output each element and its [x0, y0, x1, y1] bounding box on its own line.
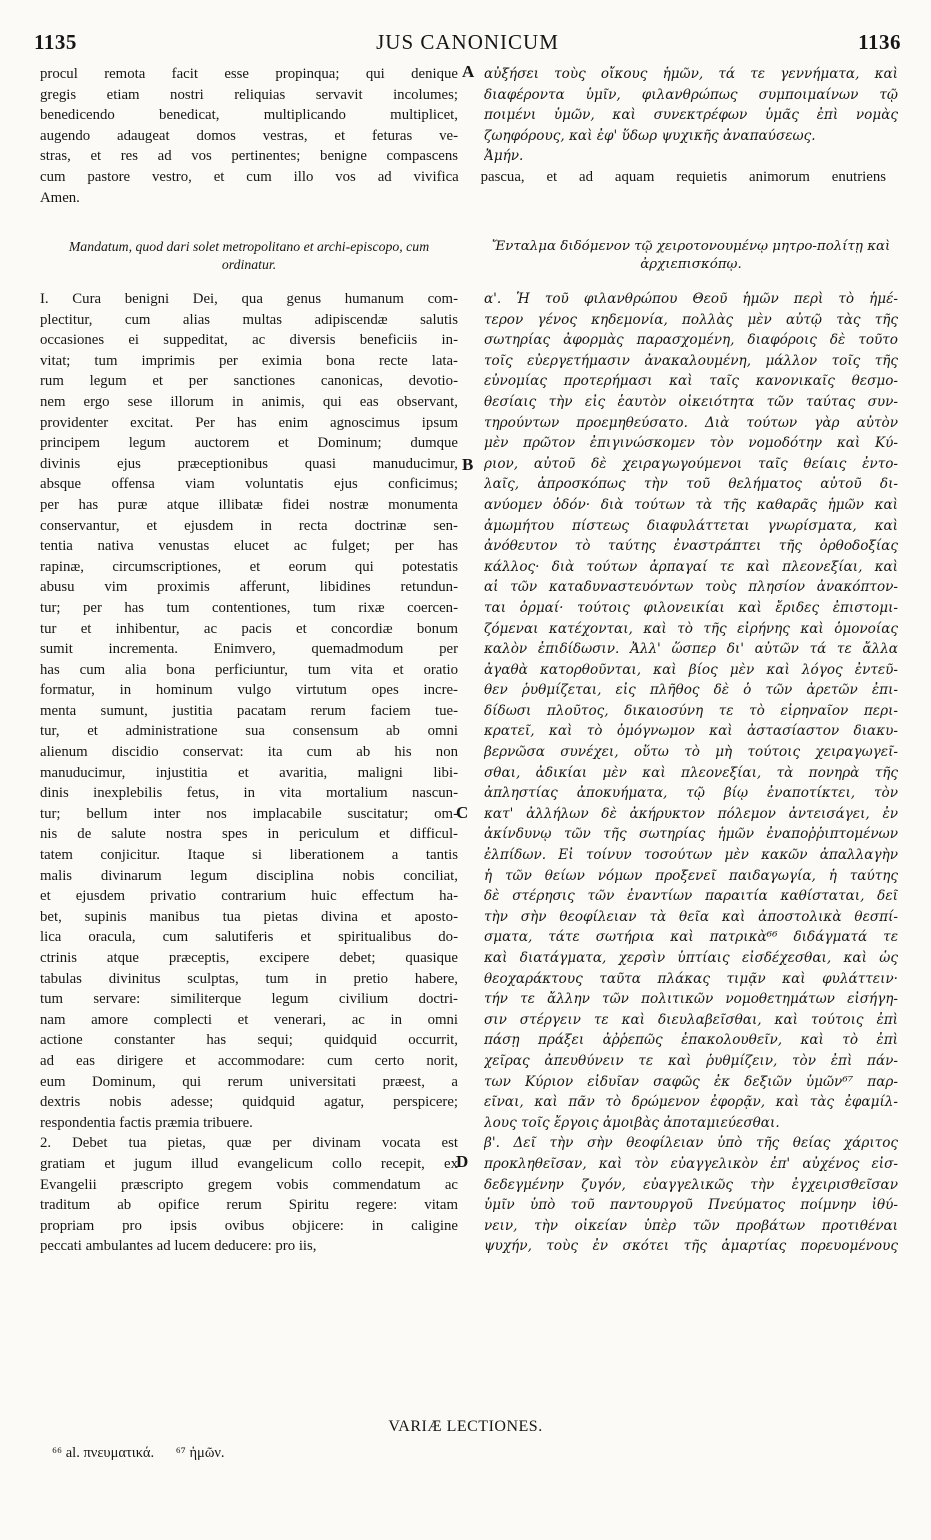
text-line: vitat; tum imprimis per eximia bona recte lata- [40, 352, 458, 369]
text-line: nem ergo sese illorum in animis, qui eas observant, [40, 393, 458, 410]
text-line: ἀμωμήτου πίστεως διαφυλάττεται γνωρίσματα, καὶ [484, 517, 898, 534]
text-line: lica oracula, cum salutiferis et spiritualibus do- [40, 929, 458, 946]
text-line: tentia nativa venustas elucet ac fulget; per has [40, 538, 458, 555]
text-line: respondentia factis præmia tribuere. [40, 1114, 253, 1131]
text-line: tur, et administratione sua consensum ab omni [40, 723, 458, 740]
title-line: πολίτῃ καὶ ἀρχιεπισκόπῳ. [640, 239, 891, 272]
text-line: ποιμένι ὑμῶν, καὶ συνεκτρέφων ὑμᾶς ἐπὶ νομὰς [484, 107, 898, 124]
text-line: σιν στέργειν τε καὶ διευλαβεῖσθαι, καὶ τούτοις ἐπὶ [484, 1011, 898, 1028]
text-line: ται ὁρμαί· τούτοις φιλονεικίαι καὶ ἔριδες ἐπιστομι- [484, 599, 898, 616]
text-line: rapinæ, circumscriptiones, et eorum qui potestatis [40, 558, 458, 575]
text-line: ὑμῖν ὑπὸ τοῦ παντουργοῦ Πνεύματος ποίμνην ἰθύ- [484, 1197, 898, 1214]
text-line: tur; per has tum contentiones, tum rixæ coercen- [40, 599, 458, 616]
text-line: sumit incrementa. Enimvero, quemadmodum per [40, 641, 458, 658]
text-line: procul remota facit esse propinqua; qui denique [40, 66, 458, 82]
text-line: α'. Ἡ τοῦ φιλανθρώπου Θεοῦ ἡμῶν περὶ τὸ ἡμέ- [484, 291, 898, 307]
text-line: θεοχαράκτους ταῦτα πλάκας τιμᾷν καὶ φυλάττειν· [484, 970, 898, 987]
text-line: πάσῃ πράξει ἀῤῥεπῶς ἐπακολουθεῖν, καὶ τὸ ἐπὶ [484, 1032, 898, 1049]
greek-body-column [484, 289, 898, 1257]
text-line: malis divinarum legum disciplina nobis conciliat, [40, 867, 458, 884]
margin-marker-a: A [462, 62, 475, 81]
text-line: menta sumunt, justitia pacatam rerum faciem tue- [40, 702, 458, 719]
text-line: τοῖς εὐεργετήμασιν ἀνακαλουμένη, μάλλον τοῖς τῆς [484, 352, 898, 369]
text-line: augendo adaugeat domos vestras, et feturas ve- [40, 127, 458, 144]
text-line: των Κύριον εἰδυῖαν σαφῶς ἐκ δεξιῶν ὑμῶν⁶⁷ παρ- [484, 1073, 898, 1090]
variant-note-67: ⁶⁷ ἡμῶν. [175, 1445, 225, 1461]
margin-marker-c: C [456, 803, 469, 822]
text-line: ctrinis atque præceptis, excipere debet; quasique [40, 950, 458, 966]
text-line: tur; bellum inter nos implacabile suscitatur; om- [40, 805, 458, 822]
text-line: actione constanter has sequi; quidquid occurrit, [40, 1032, 458, 1049]
text-line: ἀκίνδυνῳ τῶν τῆς σωτηρίας ἡμῶν ἐναποῤῥιπτομένων [484, 826, 898, 843]
text-line: σματα, τάτε σωτήρια καὶ πατρικὰ⁶⁶ διδάγματά τε [484, 929, 898, 946]
text-line: occasiones ei suppeditat, ac diversis beneficiis in- [40, 332, 458, 349]
text-line: dinis inexplebilis fetus, in vita mortalium nascun- [40, 785, 458, 802]
running-title: JUS CANONICUM [376, 30, 559, 54]
text-line: formatur, in hominum vulgo virtutum opes incre- [40, 682, 458, 699]
text-line: stras, et res ad vos pertinentes; benigne compascens [40, 148, 458, 165]
page-header [34, 30, 901, 60]
margin-marker-b: B [462, 455, 474, 474]
text-line: σωτηρίας ἀφορμὰς παρασχομένη, διαφόροις δὲ τοῦτο [484, 332, 898, 349]
text-line: gratiam et jugum illud evangelicum collo recepit, ex [40, 1155, 458, 1172]
text-line: dextris nobis adesse; quidquid agatur, perspicere; [40, 1094, 458, 1111]
text-line: eum Dominum, qui rerum universitati præest, a [40, 1073, 458, 1090]
text-line: bet, supinis manibus tua pietas divina et aposto- [40, 908, 458, 925]
text-line: manuducimur, injustitia et avaritia, maligni libi- [40, 764, 458, 781]
text-line: peccati ambulantes ad lucem deducere: pro iis, [40, 1238, 317, 1255]
text-line: αὐξήσει τοὺς οἴκους ἡμῶν, τά τε γεννήματα, καὶ [484, 66, 898, 82]
text-line: tatem conjicitur. Itaque si liberationem a tantis [40, 847, 458, 864]
top-full-width-text [40, 167, 886, 208]
text-line: ἀπληστίας ἀποκυήματα, τῷ βίῳ ἐναποτίκτει, τὸν [484, 785, 898, 802]
text-line: ἀγαθὰ κατορθοῦνται, καὶ βίος μὲν καὶ λόγος ἐντεῦ- [484, 661, 898, 678]
text-line: μὲν πρῶτον ἐπιγινώσκομεν τὸν νομοδότην καὶ Κύ- [484, 435, 898, 452]
text-line: λαῖς, ἀπροσκόπως τὴν τοῦ θελήματος αὐτοῦ δι- [484, 476, 898, 493]
text-line: λους τοῖς ἔργοις ἀμοιβὰς ἀποταμιεύεσθαι. [484, 1114, 780, 1131]
text-line: I. Cura benigni Dei, qua genus humanum com- [40, 291, 458, 307]
text-line: καὶ διατάγματα, χερσὶν ὑπτίαις εἰσδέχεσθαι, καὶ ὡς [484, 950, 898, 966]
text-line: ἡ τῶν θείων νόμων προξενεῖ παιδαγωγία, ἡ ταύτης [484, 867, 898, 884]
text-line: tum servare: similiterque legum civilium doctri- [40, 991, 458, 1008]
title-line: Mandatum, quod dari solet metropolitano et archi- [68, 239, 351, 254]
text-line: providenter excitat. Per has enim agnoscimus ipsum [40, 414, 458, 431]
text-line: ριον, αὐτοῦ δὲ χειραγωγούμενοι ταῖς θείαις ἐντο- [484, 455, 898, 472]
text-line: plectitur, cum alias multas adipiscendæ salutis [40, 311, 458, 328]
text-line: αἱ τῶν καταδυναστευόντων τοὺς πλησίον ἀνακόπτον- [484, 579, 898, 596]
text-line: δεδεγμένην ζυγόν, εὐαγγελικῶς τὴν ἐγχειρισθεῖσαν [484, 1176, 898, 1193]
left-page-number: 1135 [34, 30, 77, 54]
text-line: per has puræ atque illibatæ fidei nostræ monumenta [40, 496, 458, 513]
latin-body-column [40, 289, 458, 1257]
text-line: benedicendo benedicat, multiplicando multiplicet, [40, 107, 458, 124]
right-page-number: 1136 [858, 30, 901, 54]
text-line: gregis etiam nostri reliquias servavit incolumes; [40, 86, 458, 103]
text-line: alienum discidio conservat: ita cum ab his non [40, 744, 458, 761]
text-line: δίδωσι πλοῦτος, δικαιοσύνη τε τὸ εἰρηναῖον περι- [484, 702, 898, 719]
top-greek-column [484, 64, 898, 167]
text-line: tur et inhibentur, ac pacis et concordiæ bonum [40, 620, 458, 637]
text-line: β'. Δεῖ τὴν σὴν θεοφίλειαν ὑπὸ τῆς θείας χάριτος [484, 1135, 898, 1152]
text-line: διαφέροντα ὑμῖν, φιλανθρώπως συμποιμαίνων τῷ [484, 86, 898, 103]
margin-marker-d: D [456, 1152, 469, 1171]
text-line: cum pastore vestro, et cum illo vos ad vivifica pascua, et ad aquam requietis animorum enutriens [40, 169, 886, 185]
text-line: σθαι, ἀδικίαι μὲν καὶ πλεονεξίαι, τὰ πονηρὰ τῆς [484, 764, 898, 781]
text-line: propriam pro ipsis ovibus objicere: in caligine [40, 1217, 458, 1234]
text-line: καλὸν ἐπιδίδωσιν. Ἀλλ' ὥσπερ δι' αὐτῶν τά τε ἄλλα [484, 641, 898, 658]
variant-readings [52, 1445, 243, 1462]
text-line: κάλλος· διὰ τούτων ἁρπαγαί τε καὶ πλεονεξίαι, καὶ [484, 558, 898, 575]
text-line: ζωηφόρους, καὶ ἐφ' ὕδωρ ψυχικῆς ἀναπαύσεως. [484, 127, 816, 144]
text-line: conservantur, et ejusdem in recta doctrinæ sen- [40, 517, 458, 534]
text-line: ανύομεν ὁδόν· διὰ τούτων τὰ τῆς καθαρᾶς ἡμῶν καὶ [484, 496, 898, 513]
text-line: divinis ejus præceptionibus quasi manuducimur, [40, 455, 458, 472]
section-title-greek [484, 238, 898, 274]
text-line: τὴν σὴν θεοφίλειαν τὰ θεῖα καὶ ἀποστολικὰ θεσπί- [484, 908, 898, 925]
text-line: τηρούντων προεμηθεύσατο. Διὰ τούτων γὰρ αὐτὸν [484, 414, 898, 431]
title-line: episcopo, cum ordinatur. [221, 239, 430, 272]
text-line: Amen. [40, 189, 80, 206]
text-line: Evangelii præscripto gregem vobis commendatum ac [40, 1176, 458, 1193]
title-line: Ἔνταλμα διδόμενον τῷ χειροτονουμένῳ μητρο- [491, 239, 817, 254]
text-line: et ejusdem privatio contrarium huic effectum ha- [40, 888, 458, 905]
text-line: ἀνόθευτον τὸ ταύτης ἐναστράπτει τῆς ὀρθοδοξίας [484, 538, 898, 555]
text-line: εὐνομίας προτερήμασι καὶ ταῖς κανονικαῖς θεσμο- [484, 373, 898, 390]
text-line: εῖναι, καὶ πᾶν τὸ δρώμενον ἐφορᾷν, καὶ τὰς ἐφαμίλ- [484, 1094, 898, 1111]
text-line: traditum ab opifice rerum Spiritu regere: vitam [40, 1197, 458, 1214]
text-line: rum legum et per sanctiones canonicas, devotio- [40, 373, 458, 390]
section-title-latin [40, 238, 458, 274]
text-line: θεν ῥυθμίζεται, εἰς πλῆθος δὲ ὁ τῶν ἀρετῶν ἐπι- [484, 682, 898, 699]
text-line: principem legum auctorem et Dominum; dumque [40, 435, 458, 452]
text-line: ad eas dirigere et accommodare: cum certo norit, [40, 1052, 458, 1069]
text-line: τήν τε ἄλλην τῶν πολιτικῶν νομοθετημάτων εἰσήγη- [484, 991, 898, 1008]
variae-lectiones-heading: VARIÆ LECTIONES. [388, 1418, 543, 1435]
text-line: has cum alia bona perficiuntur, tum vita et oratio [40, 661, 458, 678]
text-line: προκληθεῖσαν, καὶ τὸν εὐαγγελικὸν ἐπ' αὐχένος εἰσ- [484, 1155, 898, 1172]
text-line: χεῖρας ἀπευθύνειν τε καὶ ῥυθμίζειν, τὸν ἐπὶ πάν- [484, 1052, 898, 1069]
text-line: 2. Debet tua pietas, quæ per divinam vocata est [40, 1135, 458, 1152]
text-line: τερον γένος κηδεμονία, πολλὰς μὲν αὐτῷ τὰς τῆς [484, 311, 898, 328]
text-line: ψυχήν, τοὺς ἐν σκότει τῆς ἁμαρτίας πορευομένους [484, 1238, 898, 1255]
text-line: θεσίαις τὴν εἰς ἑαυτὸν οἰκειότητα τῶν ταύτας συν- [484, 393, 898, 410]
text-line: ζόμεναι κατέχονται, καὶ τὸ τῆς εἰρήνης καὶ ὁμονοίας [484, 620, 898, 637]
text-line: abusu vim proximis afferunt, libidines retundun- [40, 579, 458, 596]
variant-note-66: ⁶⁶ al. πνευματικά. [52, 1445, 155, 1461]
text-line: absque offensa viam voluntatis ejus conficimus; [40, 476, 458, 493]
top-latin-column [40, 64, 458, 167]
text-line: κρατεῖ, καὶ τὸ ὁμόγνωμον καὶ ἀστασίαστον διακυ- [484, 723, 898, 740]
text-line: βερνῶσα συνέχει, οὕτω τὸ μὴ τούτοις χειραγωγεῖ- [484, 744, 898, 761]
text-line: νειν, τὴν οἰκείαν ὑπὲρ τῶν προβάτων προτιθέναι [484, 1217, 898, 1234]
text-line: δὲ στέρησις τῶν ἐναντίων παραιτία καθίσταται, δεῖ [484, 888, 898, 905]
text-line: ἐλπίδων. Εἰ τοίνυν τοσούτων μὲν κακῶν ἀπαλλαγὴν [484, 847, 898, 864]
text-line: tabulas divinitus sculptas, tum in pretio habere, [40, 970, 458, 987]
text-line: Ἀμήν. [484, 148, 524, 165]
text-line: nam amore complecti et venerari, ac in omni [40, 1011, 458, 1028]
text-line: nis de salute nostra spes in periculum et difficul- [40, 826, 458, 843]
text-line: κατ' ἀλλήλων δὲ ἀκήρυκτον πόλεμον ἀντεισάγει, ἐν [484, 805, 898, 822]
